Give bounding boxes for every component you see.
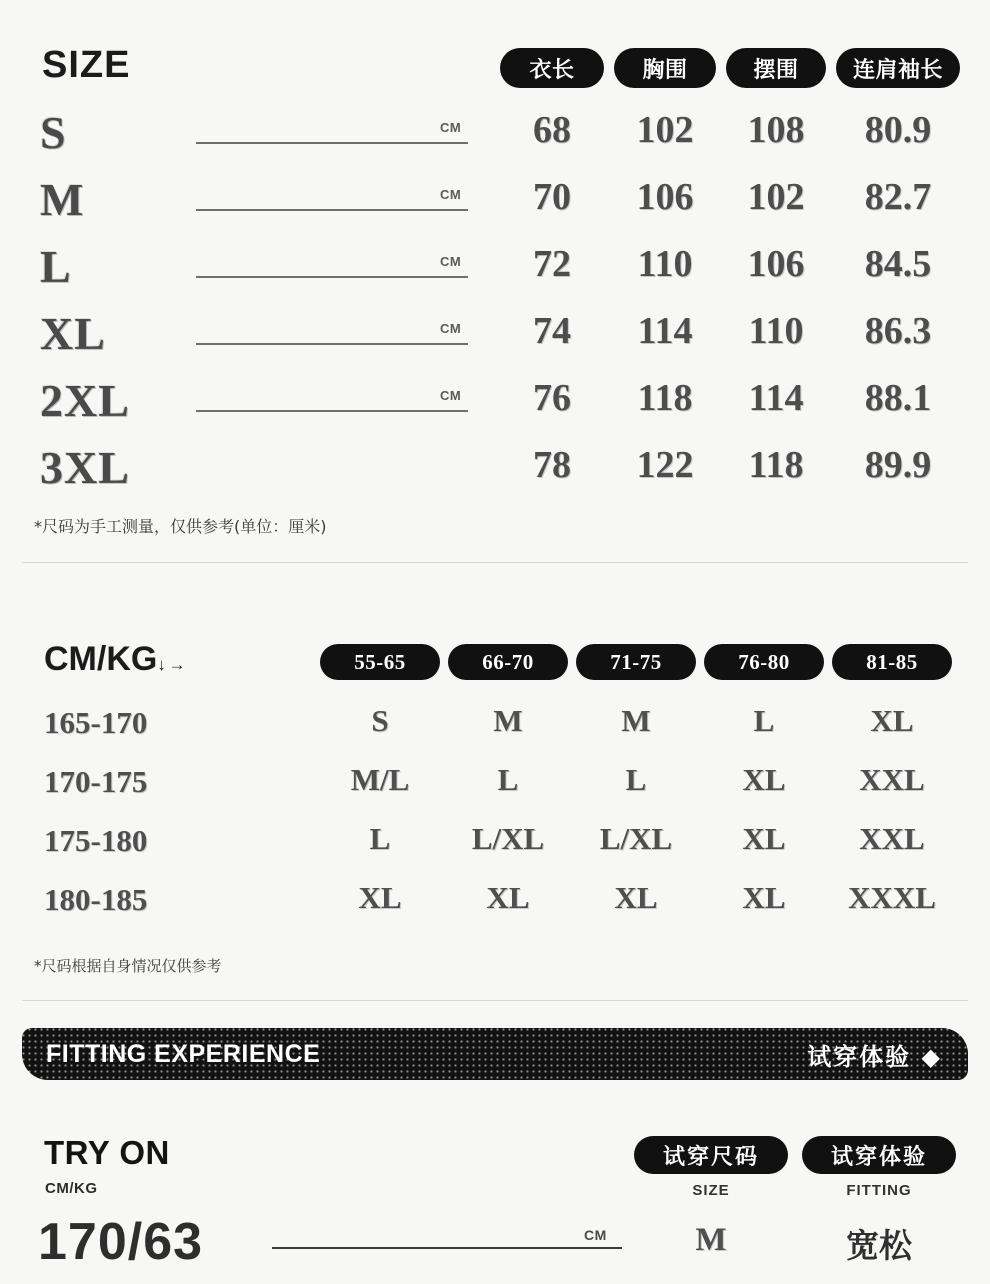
size-row-label: L	[40, 241, 72, 292]
size-row-label: XL	[40, 308, 106, 359]
fitting-experience-banner	[22, 1028, 968, 1080]
size-row-label: 2XL	[40, 375, 130, 426]
try-on-size-pill: 试穿尺码	[634, 1136, 788, 1174]
recommend-cell: S	[371, 703, 389, 738]
cell-sleeve: 84.5	[864, 243, 932, 285]
cell-bust: 102	[636, 109, 694, 151]
cell-hem: 108	[747, 109, 805, 151]
try-on-body-value: 170/63	[38, 1213, 204, 1271]
try-on-caption-fitting: FITTING	[846, 1182, 912, 1199]
fitting-banner-chinese: 试穿体验 ◆	[807, 1042, 942, 1071]
row-rule	[196, 142, 468, 144]
cell-length: 76	[533, 377, 571, 419]
unit-label: CM	[440, 388, 462, 403]
unit-label: CM	[440, 321, 462, 336]
recommend-cell: L	[369, 821, 391, 856]
cell-bust: 114	[637, 310, 693, 352]
size-row-label: S	[40, 107, 67, 158]
recommend-cell: M	[493, 703, 523, 738]
recommend-cell: XL	[742, 821, 786, 856]
height-range-label: 175-180	[44, 823, 148, 858]
row-rule	[196, 276, 468, 278]
height-range-label: 180-185	[44, 882, 148, 917]
table-row	[0, 764, 990, 823]
cell-bust: 122	[636, 444, 694, 486]
table-row	[0, 439, 990, 506]
table-row	[0, 705, 990, 764]
recommend-cell: XL	[358, 880, 402, 915]
unit-label: CM	[440, 187, 462, 202]
cell-length: 78	[533, 444, 571, 486]
recommend-cell: L	[753, 703, 775, 738]
cmkg-note: *尺码根据自身情况仅供参考	[34, 957, 222, 975]
table-row	[0, 238, 990, 305]
try-on-rule	[272, 1247, 622, 1249]
table-row	[0, 882, 990, 941]
try-on-subtitle: CM/KG	[45, 1180, 98, 1197]
size-section-title: SIZE	[42, 44, 131, 86]
weight-header-1: 55-65	[320, 644, 440, 680]
try-on-fitting-pill: 试穿体验	[802, 1136, 956, 1174]
cell-sleeve: 80.9	[864, 109, 932, 151]
size-header-sleeve: 连肩袖长	[836, 48, 960, 88]
table-row	[0, 823, 990, 882]
cell-sleeve: 82.7	[864, 176, 932, 218]
section-divider	[22, 562, 968, 563]
cmkg-title-text: CM/KG	[44, 640, 158, 678]
size-row-label: M	[40, 174, 85, 225]
try-on-unit-label: CM	[584, 1227, 607, 1243]
cell-length: 72	[533, 243, 571, 285]
row-rule	[196, 410, 468, 412]
size-header-length: 衣长	[500, 48, 604, 88]
size-row-label: 3XL	[40, 442, 130, 493]
try-on-captions	[634, 1182, 956, 1199]
weight-header-2: 66-70	[448, 644, 568, 680]
try-on-header-pills	[634, 1136, 956, 1174]
cell-hem: 110	[748, 310, 804, 352]
recommend-cell: XL	[486, 880, 530, 915]
row-rule	[196, 343, 468, 345]
cell-hem: 106	[747, 243, 805, 285]
axis-arrows-icon: ↓ →	[157, 655, 185, 674]
table-row	[0, 305, 990, 372]
weight-header-4: 76-80	[704, 644, 824, 680]
recommend-cell: L/XL	[471, 821, 545, 856]
recommend-cell: XL	[742, 880, 786, 915]
recommend-cell: M/L	[350, 762, 410, 797]
section-divider	[22, 1000, 968, 1001]
cell-length: 74	[533, 310, 571, 352]
recommend-cell: XXXL	[848, 880, 936, 915]
size-chart-note: *尺码为手工测量，仅供参考(单位：厘米)	[34, 517, 327, 536]
size-table-body	[0, 104, 990, 506]
cell-length: 68	[533, 109, 571, 151]
height-range-label: 170-175	[44, 764, 148, 799]
try-on-title: TRY ON	[44, 1134, 170, 1171]
recommend-cell: L	[625, 762, 647, 797]
weight-header-5: 81-85	[832, 644, 952, 680]
fitting-banner-english: FITTING EXPERIENCE	[46, 1039, 321, 1068]
row-rule	[196, 209, 468, 211]
recommend-cell: XL	[614, 880, 658, 915]
cell-sleeve: 86.3	[864, 310, 932, 352]
size-header-bust: 胸围	[614, 48, 716, 88]
cell-bust: 106	[636, 176, 694, 218]
unit-label: CM	[440, 254, 462, 269]
try-on-fitting-value: 宽松	[846, 1226, 912, 1265]
try-on-caption-size: SIZE	[692, 1182, 730, 1199]
recommend-cell: L/XL	[599, 821, 673, 856]
try-on-size-value: M	[695, 1222, 727, 1258]
cell-sleeve: 89.9	[864, 444, 932, 486]
cell-hem: 114	[748, 377, 804, 419]
size-header-hem: 摆围	[726, 48, 826, 88]
cell-bust: 110	[637, 243, 693, 285]
table-row	[0, 372, 990, 439]
weight-header-3: 71-75	[576, 644, 696, 680]
cell-hem: 102	[747, 176, 805, 218]
recommend-cell: XXL	[859, 821, 925, 856]
recommend-cell: XL	[870, 703, 914, 738]
table-row	[0, 171, 990, 238]
recommend-cell: XXL	[859, 762, 925, 797]
cell-hem: 118	[748, 444, 804, 486]
cell-bust: 118	[637, 377, 693, 419]
recommend-cell: L	[497, 762, 519, 797]
cmkg-table-header	[320, 644, 952, 680]
recommend-cell: XL	[742, 762, 786, 797]
cmkg-section-title	[44, 640, 185, 679]
size-table-header	[500, 48, 960, 88]
cell-sleeve: 88.1	[864, 377, 932, 419]
cell-length: 70	[533, 176, 571, 218]
cmkg-table-body	[0, 705, 990, 941]
unit-label: CM	[440, 120, 462, 135]
table-row	[0, 104, 990, 171]
height-range-label: 165-170	[44, 705, 148, 740]
recommend-cell: M	[621, 703, 651, 738]
